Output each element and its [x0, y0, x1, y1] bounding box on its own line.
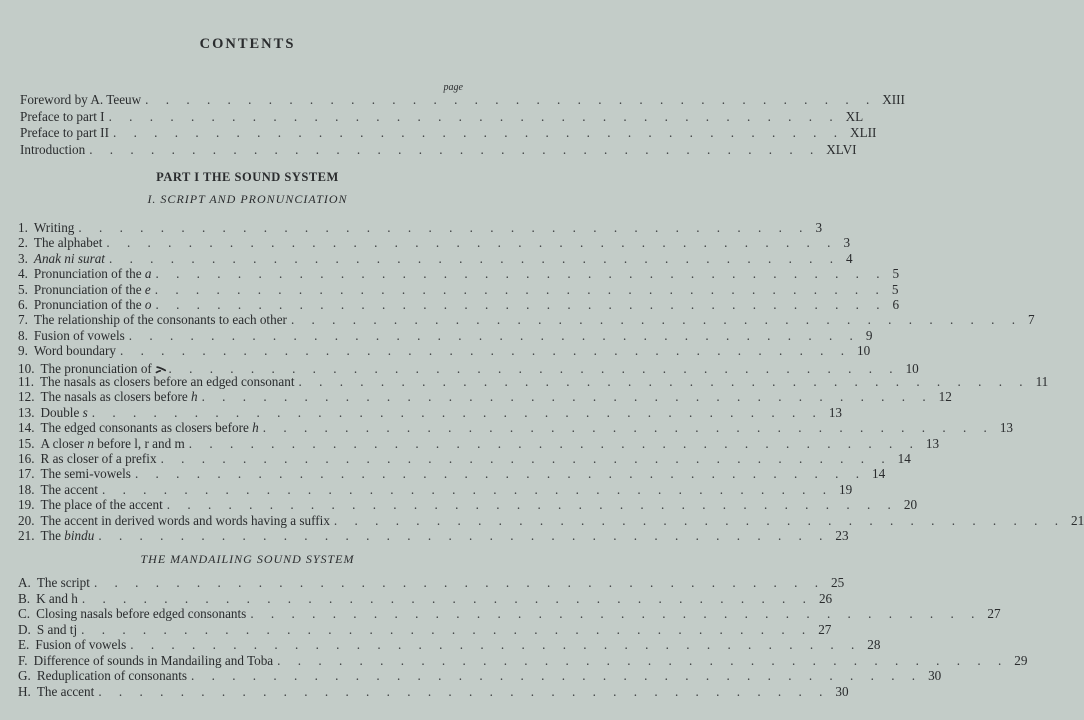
entry-page-number: 26: [818, 590, 833, 606]
leader-dots: . . . . . . . . . . . . . . . . . . . . . . . . . . . . . . . . . . . .: [145, 92, 877, 107]
entry-title-text: Fusion of vowels: [35, 637, 127, 652]
entry-title: [36, 591, 78, 607]
entry-title-text: Closing nasals before edged consonants: [36, 606, 247, 621]
leader-dots: . . . . . . . . . . . . . . . . . . . . . . . . . . . . . . . . . . . .: [290, 312, 1023, 328]
entry-title: [40, 420, 258, 436]
entry-page-number: XLII: [850, 125, 877, 140]
leader-dots: . . . . . . . . . . . . . . . . . . . . . . . . . . . . . . . . . . . .: [250, 606, 982, 621]
leader-dots: . . . . . . . . . . . . . . . . . . . . . . . . . . . . . . . . . . . .: [333, 512, 1065, 528]
entry-page-number: 27: [818, 621, 832, 637]
entry-title-text: Word boundary: [33, 343, 116, 359]
entry-title-rest: before l, r and m: [97, 435, 185, 451]
entry-title-italic: n: [87, 435, 94, 451]
entry-title-text: Pronunciation of the: [33, 281, 142, 297]
entry-page-number: XL: [845, 108, 864, 124]
leader-dots: . . . . . . . . . . . . . . . . . . . . . . . . . . . . . . . . . . . .: [98, 528, 830, 543]
entry-page-number: 14: [872, 466, 886, 482]
entry-title-text: Reduplication of consonants: [36, 668, 187, 683]
entry-title-text: Pronunciation of the: [33, 297, 142, 312]
leader-dots: . . . . . . . . . . . . . . . . . . . . . . . . . . . . . . . . . . . .: [160, 451, 892, 466]
entry-title-text: The place of the accent: [40, 497, 163, 513]
toc-entry: [18, 297, 900, 313]
entry-title: [40, 513, 329, 529]
toc-entry: [18, 435, 940, 452]
entry-number: G.: [18, 668, 31, 683]
entry-title: [36, 606, 246, 622]
entry-page-number: 25: [831, 575, 845, 590]
entry-title-text: The nasals as closers before an edged consonant: [40, 374, 295, 389]
entry-title: [40, 482, 97, 498]
entry-number: 19.: [18, 497, 35, 513]
entry-title-text: R: [40, 451, 50, 466]
entry-title: [34, 220, 75, 236]
toc-entry: [18, 466, 886, 482]
entry-title-text: The pronunciation of: [40, 360, 152, 376]
entry-title-italic: o: [144, 297, 152, 312]
toc-entry: [18, 637, 881, 653]
entry-title: [40, 528, 94, 544]
toc-entry: [18, 606, 1001, 622]
entry-title: [34, 251, 105, 267]
leader-dots: . . . . . . . . . . . . . . . . . . . . . . . . . . . . . . . . . . . .: [89, 141, 821, 157]
leader-dots: . . . . . . . . . . . . . . . . . . . . . . . . . . . . . . . . . . . .: [191, 668, 923, 683]
toc-entry: [18, 343, 871, 359]
entry-title-italic: a: [144, 266, 152, 282]
leader-dots: . . . . . . . . . . . . . . . . . . . . . . . . . . . . . . . . . . . .: [155, 266, 887, 282]
entry-title: [40, 436, 184, 452]
leader-dots: . . . . . . . . . . . . . . . . . . . . . . . . . . . . . . . . . . . .: [128, 327, 860, 343]
entry-title: [34, 328, 125, 344]
entry-title-italic: h: [190, 389, 198, 405]
entry-title-italic: bindu: [64, 528, 95, 543]
entry-page-number: 9: [865, 327, 873, 343]
entry-title: [37, 684, 94, 700]
entry-page-number: 10: [905, 360, 919, 376]
entry-title-text: S and tj: [36, 621, 78, 637]
leader-dots: . . . . . . . . . . . . . . . . . . . . . . . . . . . . . . . . . . . .: [166, 497, 898, 513]
entry-title-text: Preface to part I: [20, 108, 105, 124]
entry-title: [34, 235, 102, 251]
toc-entry: [18, 668, 942, 684]
toc-entry: [18, 575, 845, 591]
toc-entry: [18, 497, 918, 513]
toc-entry: [18, 420, 1014, 436]
entry-page-number: 23: [835, 528, 849, 543]
entry-page-number: 19: [839, 481, 853, 497]
entry-page-number: 3: [843, 235, 851, 251]
entry-title-text: The alphabet: [33, 235, 103, 251]
entry-title-italic: e: [144, 281, 151, 297]
batak-script-glyph: ᯢ: [155, 360, 165, 376]
entry-title: [40, 389, 197, 405]
leader-dots: . . . . . . . . . . . . . . . . . . . . . . . . . . . . . . . . . . . .: [168, 360, 900, 376]
entry-number: 4.: [18, 266, 28, 282]
toc-entry: [18, 327, 873, 344]
entry-page-number: 28: [867, 637, 881, 652]
leader-dots: . . . . . . . . . . . . . . . . . . . . . . . . . . . . . . . . . . . .: [262, 420, 994, 436]
toc-entry: [18, 250, 853, 267]
entry-number: A.: [18, 575, 31, 590]
leader-dots: . . . . . . . . . . . . . . . . . . . . . . . . . . . . . . . . . . . .: [101, 481, 834, 497]
toc-entry: [20, 108, 864, 125]
entry-number: 12.: [18, 389, 35, 405]
entry-page-number: 11: [1035, 374, 1049, 389]
entry-number: 16.: [18, 451, 35, 466]
entry-page-number: 13: [999, 420, 1014, 436]
entry-page-number: 21: [1071, 512, 1084, 528]
entry-title: [20, 142, 85, 158]
leader-dots: . . . . . . . . . . . . . . . . . . . . . . . . . . . . . . . . . . . .: [78, 220, 810, 235]
page-column-header: page: [443, 82, 463, 93]
entry-page-number: 14: [897, 451, 911, 466]
leader-dots: . . . . . . . . . . . . . . . . . . . . . . . . . . . . . . . . . . . .: [98, 683, 830, 699]
part1-subheading: I. SCRIPT AND PRONUNCIATION: [147, 192, 348, 206]
leader-dots: . . . . . . . . . . . . . . . . . . . . . . . . . . . . . . . . . . . .: [108, 108, 840, 124]
entry-title: [34, 282, 151, 298]
entry-number: D.: [18, 621, 31, 637]
entry-number: C.: [18, 606, 31, 621]
toc-entry: [18, 389, 952, 405]
entry-page-number: 10: [857, 343, 871, 359]
toc-entry: [18, 220, 823, 236]
entry-page-number: 27: [987, 606, 1001, 621]
leader-dots: . . . . . . . . . . . . . . . . . . . . . . . . . . . . . . . . . . . .: [277, 652, 1009, 668]
leader-dots: . . . . . . . . . . . . . . . . . . . . . . . . . . . . . . . . . . . .: [201, 389, 933, 405]
entry-number: 13.: [18, 404, 35, 420]
leader-dots: . . . . . . . . . . . . . . . . . . . . . . . . . . . . . . . . . . . .: [188, 435, 920, 451]
entry-title-rest: as closer of a prefix: [52, 451, 157, 466]
entry-page-number: 30: [835, 683, 849, 699]
toc-entry: [18, 481, 853, 498]
entry-title-text: Anak ni surat: [33, 250, 105, 266]
entry-page-number: 13: [925, 435, 940, 451]
leader-dots: . . . . . . . . . . . . . . . . . . . . . . . . . . . . . . . . . . . .: [154, 281, 886, 297]
entry-title: [40, 405, 87, 421]
entry-title: [20, 125, 109, 141]
entry-number: 7.: [18, 312, 28, 328]
entry-page-number: 30: [928, 668, 942, 683]
entry-title: [40, 466, 130, 482]
entry-title: [40, 497, 162, 513]
entry-number: 18.: [18, 481, 35, 497]
entry-number: 14.: [18, 420, 35, 436]
toc-entry: [20, 125, 877, 141]
toc-entry: [20, 141, 857, 158]
entry-page-number: 20: [903, 497, 918, 513]
entry-number: H.: [18, 683, 31, 699]
entry-title: [34, 297, 152, 313]
toc-entry: [18, 235, 851, 251]
entry-title: [34, 312, 287, 328]
entry-title-text: Fusion of vowels: [33, 327, 125, 343]
leader-dots: . . . . . . . . . . . . . . . . . . . . . . . . . . . . . . . . . . . .: [134, 466, 867, 482]
entry-title: [20, 92, 141, 108]
entry-title-text: Pronunciation of the: [33, 266, 142, 282]
page-title: CONTENTS: [199, 36, 296, 52]
leader-dots: . . . . . . . . . . . . . . . . . . . . . . . . . . . . . . . . . . . .: [298, 374, 1030, 389]
entry-number: 2.: [18, 235, 28, 251]
entry-title-text: Difference of sounds in Mandailing and Toba: [33, 652, 274, 668]
toc-entry: [18, 683, 849, 700]
entry-title-text: Foreword by A. Teeuw: [20, 92, 142, 107]
entry-title-text: K and h: [36, 590, 78, 606]
entry-title-text: Preface to part II: [20, 125, 109, 140]
entry-title-text: A closer: [40, 435, 85, 451]
entry-number: E.: [18, 637, 30, 652]
entry-page-number: 13: [828, 404, 843, 420]
entry-number: 21.: [18, 528, 35, 543]
entry-title-italic: h: [252, 420, 259, 436]
leader-dots: . . . . . . . . . . . . . . . . . . . . . . . . . . . . . . . . . . . .: [106, 235, 838, 251]
entry-number: 10.: [18, 360, 35, 376]
entry-page-number: 4: [846, 250, 853, 266]
toc-entry: [18, 404, 843, 421]
toc-entry: [18, 312, 1035, 328]
entry-page-number: 7: [1028, 312, 1035, 328]
entry-title-text: The accent: [40, 481, 98, 497]
entry-page-number: XLVI: [826, 141, 857, 157]
entry-number: 17.: [18, 466, 35, 482]
entry-title: [37, 622, 77, 638]
entry-title-text: The semi-vowels: [40, 466, 131, 482]
entry-title-text: The script: [36, 575, 90, 590]
entry-number: 20.: [18, 512, 35, 528]
entry-title: [37, 575, 90, 591]
leader-dots: . . . . . . . . . . . . . . . . . . . . . . . . . . . . . . . . . . . .: [112, 125, 845, 140]
entry-title-text: The: [40, 528, 61, 543]
entry-number: 5.: [18, 281, 28, 297]
entry-title-italic: s: [82, 404, 88, 420]
entry-title: [40, 451, 156, 467]
entry-title: [35, 637, 126, 653]
entry-title-text: Introduction: [20, 141, 86, 157]
entry-page-number: 12: [938, 389, 952, 405]
toc-entry: [18, 359, 919, 376]
toc-entry: [18, 281, 899, 298]
entry-title: [34, 653, 274, 669]
leader-dots: . . . . . . . . . . . . . . . . . . . . . . . . . . . . . . . . . . . .: [93, 575, 826, 590]
entry-number: 3.: [18, 250, 28, 266]
entry-number: F.: [18, 652, 28, 668]
entry-page-number: 3: [815, 220, 823, 235]
toc-entry: [18, 590, 833, 607]
entry-title: [37, 668, 187, 684]
entry-page-number: 29: [1014, 652, 1028, 668]
leader-dots: . . . . . . . . . . . . . . . . . . . . . . . . . . . . . . . . . . . .: [155, 297, 887, 312]
entry-title-text: Double: [40, 404, 80, 420]
leader-dots: . . . . . . . . . . . . . . . . . . . . . . . . . . . . . . . . . . . .: [130, 637, 862, 652]
toc-entry: [18, 266, 900, 282]
entry-title-text: The accent: [36, 683, 95, 699]
leader-dots: . . . . . . . . . . . . . . . . . . . . . . . . . . . . . . . . . . . .: [119, 343, 852, 359]
toc-entry: [20, 92, 905, 108]
entry-number: 8.: [18, 327, 28, 343]
entry-page-number: 5: [891, 281, 899, 297]
toc-entry: [18, 652, 1028, 669]
entry-title: [20, 109, 105, 125]
entry-number: 15.: [18, 435, 35, 451]
entry-page-number: 6: [892, 297, 900, 312]
entry-page-number: XIII: [882, 92, 905, 107]
entry-title: [34, 266, 152, 282]
entry-title: [40, 374, 295, 390]
entry-number: 9.: [18, 343, 28, 359]
entry-number: 1.: [18, 220, 28, 235]
toc-entry: [18, 621, 832, 638]
leader-dots: . . . . . . . . . . . . . . . . . . . . . . . . . . . . . . . . . . . .: [91, 404, 823, 420]
entry-number: B.: [18, 590, 31, 606]
leader-dots: . . . . . . . . . . . . . . . . . . . . . . . . . . . . . . . . . . . .: [81, 590, 813, 606]
entry-page-number: 5: [892, 266, 900, 282]
leader-dots: . . . . . . . . . . . . . . . . . . . . . . . . . . . . . . . . . . . .: [81, 621, 813, 637]
entry-title: [34, 343, 116, 359]
leader-dots: . . . . . . . . . . . . . . . . . . . . . . . . . . . . . . . . . . . .: [108, 250, 841, 266]
part1-heading: PART I THE SOUND SYSTEM: [156, 170, 339, 184]
mandailing-heading: THE MANDAILING SOUND SYSTEM: [140, 552, 355, 566]
toc-entry: [18, 451, 911, 467]
entry-number: 11.: [18, 374, 34, 389]
toc-entry: [18, 374, 1049, 390]
entry-number: 6.: [18, 297, 28, 312]
entry-title-text: The relationship of the consonants to each other: [33, 312, 287, 328]
entry-title-text: The edged consonants as closers before: [40, 420, 249, 436]
entry-title-text: The nasals as closers before: [40, 389, 188, 405]
entry-title-text: The accent in derived words and words having a suffix: [40, 512, 330, 528]
toc-entry: [18, 528, 849, 544]
toc-entry: [18, 512, 1084, 529]
entry-title-text: Writing: [33, 220, 75, 235]
